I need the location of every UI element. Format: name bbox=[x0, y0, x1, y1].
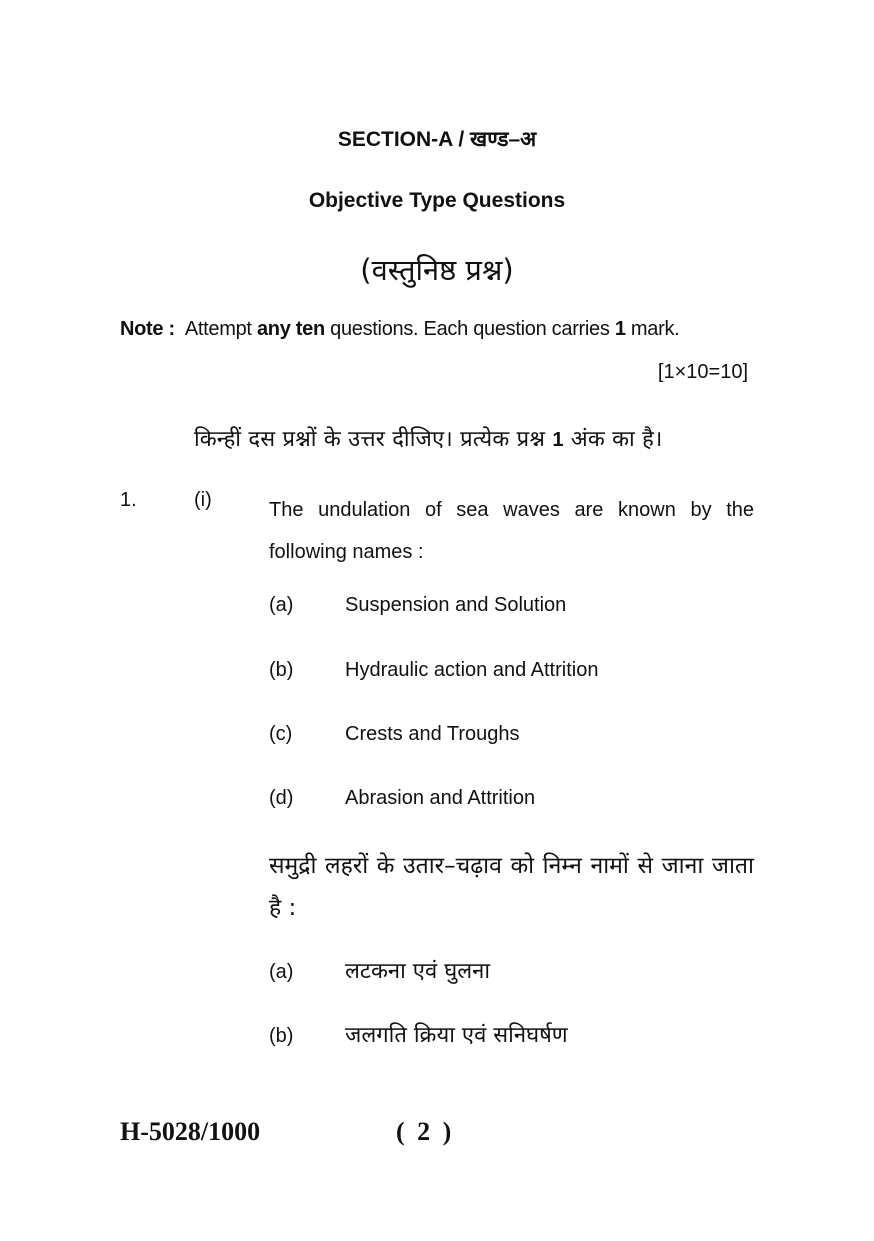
option-letter: (a) bbox=[269, 961, 294, 983]
option-letter: (d) bbox=[269, 787, 294, 809]
hindi-option-b bbox=[269, 1019, 568, 1049]
option-text: जलगति क्रिया एवं सनिघर्षण bbox=[345, 1023, 568, 1048]
question-number: 1. bbox=[120, 489, 137, 511]
note-line bbox=[120, 318, 679, 341]
marks-distribution: [1×10=10] bbox=[657, 361, 748, 383]
hindi-option-a bbox=[269, 955, 490, 985]
option-text: Suspension and Solution bbox=[345, 594, 567, 616]
option-d bbox=[269, 787, 535, 810]
question-hindi-text: समुद्री लहरों के उतार–चढ़ाव को निम्न नामों से जाना जाता है : bbox=[269, 853, 754, 921]
note-bold-phrase: any ten bbox=[256, 318, 325, 340]
question-sub-number: (i) bbox=[194, 489, 212, 511]
note-text-after: mark. bbox=[625, 318, 680, 340]
option-text: लटकना एवं घुलना bbox=[345, 959, 491, 984]
hindi-note-after: अंक का है। bbox=[563, 427, 663, 452]
note-bold-mark: 1 bbox=[614, 318, 626, 340]
hindi-note bbox=[194, 423, 663, 453]
option-letter: (a) bbox=[269, 594, 294, 616]
section-subtitle: Objective Type Questions bbox=[308, 189, 566, 212]
hindi-note-before: किन्हीं दस प्रश्नों के उत्तर दीजिए। प्रत्येक प्रश्न bbox=[194, 427, 553, 452]
hindi-note-bold: 1 bbox=[552, 429, 564, 451]
option-b bbox=[269, 659, 598, 682]
section-hindi-subtitle: (वस्तुनिष्ठ प्रश्न) bbox=[360, 253, 514, 287]
option-a bbox=[269, 594, 566, 617]
section-title: SECTION-A / खण्ड–अ bbox=[337, 128, 537, 151]
note-label: Note : bbox=[120, 318, 175, 340]
note-text-middle: questions. Each question carries bbox=[324, 318, 615, 340]
option-letter: (b) bbox=[269, 1025, 294, 1047]
option-c bbox=[269, 723, 520, 746]
option-letter: (c) bbox=[269, 723, 293, 745]
option-text: Abrasion and Attrition bbox=[345, 787, 536, 809]
question-text: The undulation of sea waves are known by the following names : bbox=[269, 499, 754, 563]
option-text: Hydraulic action and Attrition bbox=[345, 659, 599, 681]
note-text-before: Attempt bbox=[184, 318, 257, 340]
option-text: Crests and Troughs bbox=[345, 723, 520, 745]
page-number: ( 2 ) bbox=[396, 1117, 452, 1146]
option-letter: (b) bbox=[269, 659, 294, 681]
paper-code: H-5028/1000 bbox=[120, 1117, 261, 1146]
